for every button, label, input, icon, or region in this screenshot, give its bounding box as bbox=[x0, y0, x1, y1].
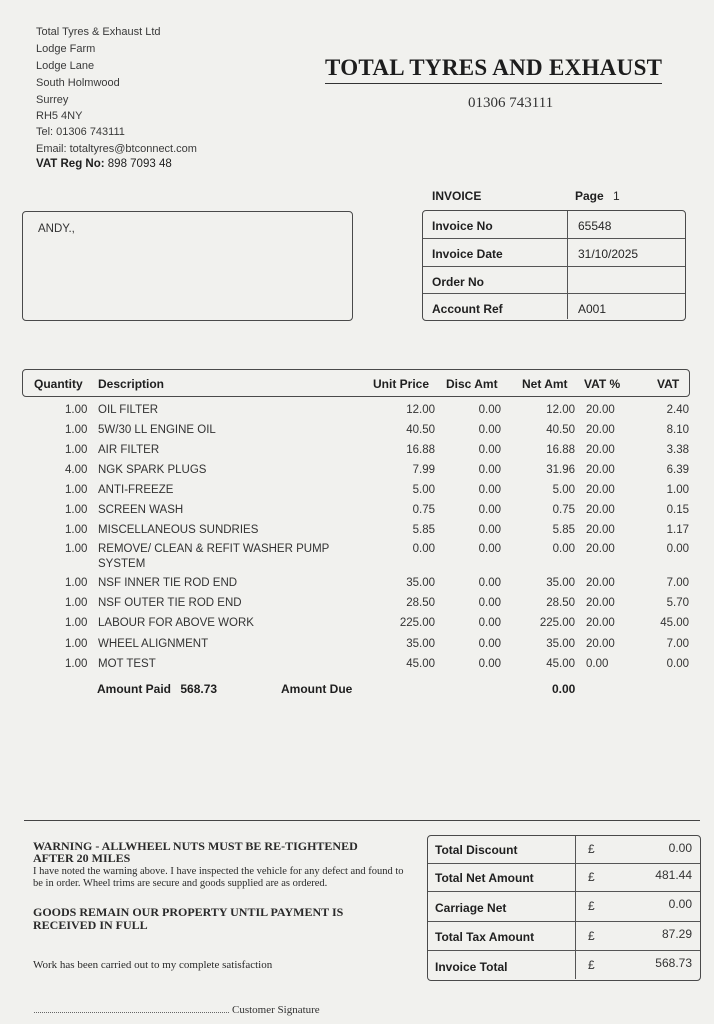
cell-desc: NSF OUTER TIE ROD END bbox=[98, 597, 242, 609]
cell-vatp: 20.00 bbox=[586, 524, 615, 536]
cell-net: 35.00 bbox=[546, 638, 575, 650]
cell-vatp: 20.00 bbox=[586, 597, 615, 609]
cell-net: 31.96 bbox=[546, 464, 575, 476]
cell-qty: 1.00 bbox=[65, 504, 88, 516]
cell-desc: NGK SPARK PLUGS bbox=[98, 464, 207, 476]
details-divider bbox=[567, 211, 568, 319]
sender-email: Email: totaltyres@btconnect.com bbox=[36, 143, 197, 155]
cell-vatp: 0.00 bbox=[586, 658, 609, 670]
total-net-value: 481.44 bbox=[655, 868, 692, 882]
cell-vatp: 20.00 bbox=[586, 543, 615, 555]
sender-line: Total Tyres & Exhaust Ltd bbox=[36, 26, 161, 38]
cell-disc: 0.00 bbox=[478, 424, 501, 436]
account-ref-value: A001 bbox=[578, 302, 607, 316]
cell-net: 35.00 bbox=[546, 577, 575, 589]
cell-unit: 5.00 bbox=[412, 484, 435, 496]
cell-unit: 35.00 bbox=[406, 638, 435, 650]
cell-disc: 0.00 bbox=[478, 577, 501, 589]
col-vat: VAT bbox=[657, 377, 680, 391]
cell-unit: 12.00 bbox=[406, 404, 435, 416]
cell-qty: 1.00 bbox=[65, 404, 88, 416]
total-tax-label: Total Tax Amount bbox=[435, 930, 535, 944]
cell-vat: 0.00 bbox=[666, 543, 689, 555]
signature-line[interactable] bbox=[34, 1012, 229, 1013]
cell-disc: 0.00 bbox=[478, 597, 501, 609]
wheel-nut-warning: WARNING - ALLWHEEL NUTS MUST BE RE-TIGHTENED AFTER 20 MILES bbox=[33, 839, 358, 865]
carriage-net-value: 0.00 bbox=[668, 897, 692, 911]
cell-vat: 0.15 bbox=[666, 504, 689, 516]
cell-vat: 3.38 bbox=[666, 444, 689, 456]
invoice-date-label: Invoice Date bbox=[432, 247, 503, 261]
col-unit-price: Unit Price bbox=[373, 377, 430, 391]
cell-desc: AIR FILTER bbox=[98, 444, 160, 456]
currency-symbol: £ bbox=[588, 958, 595, 972]
cell-net: 16.88 bbox=[546, 444, 575, 456]
total-net-label: Total Net Amount bbox=[435, 871, 534, 885]
cell-vat: 6.39 bbox=[666, 464, 689, 476]
vat-reg bbox=[36, 158, 172, 170]
currency-symbol: £ bbox=[588, 899, 595, 913]
cell-qty: 1.00 bbox=[65, 444, 88, 456]
cell-net: 28.50 bbox=[546, 597, 575, 609]
cell-vatp: 20.00 bbox=[586, 504, 615, 516]
signature-label: Customer Signature bbox=[232, 1004, 320, 1016]
cell-vat: 1.00 bbox=[666, 484, 689, 496]
cell-vatp: 20.00 bbox=[586, 424, 615, 436]
company-phone: 01306 743111 bbox=[468, 95, 554, 111]
cell-unit: 225.00 bbox=[399, 617, 435, 629]
account-ref-label: Account Ref bbox=[432, 302, 503, 316]
sender-line: South Holmwood bbox=[36, 77, 120, 89]
cell-desc: SCREEN WASH bbox=[98, 504, 184, 516]
page-label: Page bbox=[575, 189, 604, 203]
cell-disc: 0.00 bbox=[478, 543, 501, 555]
amount-paid-label: Amount Paid bbox=[97, 682, 171, 696]
page-value: 1 bbox=[613, 189, 620, 203]
cell-vat: 8.10 bbox=[666, 424, 689, 436]
cell-qty: 1.00 bbox=[65, 577, 88, 589]
col-description: Description bbox=[98, 377, 165, 391]
cell-net: 0.00 bbox=[552, 543, 575, 555]
sender-line: Lodge Farm bbox=[36, 43, 96, 55]
cell-disc: 0.00 bbox=[478, 638, 501, 650]
cell-vat: 5.70 bbox=[666, 597, 689, 609]
cell-vat: 1.17 bbox=[666, 524, 689, 536]
cell-qty: 1.00 bbox=[65, 424, 88, 436]
cell-vatp: 20.00 bbox=[586, 444, 615, 456]
col-net-amt: Net Amt bbox=[522, 377, 568, 391]
cell-net: 0.75 bbox=[552, 504, 575, 516]
cell-vat: 7.00 bbox=[666, 638, 689, 650]
cell-desc: ANTI-FREEZE bbox=[98, 484, 174, 496]
footer-divider bbox=[24, 820, 700, 821]
invoice-total-label: Invoice Total bbox=[435, 960, 508, 974]
cell-qty: 1.00 bbox=[65, 638, 88, 650]
cell-desc: MISCELLANEOUS SUNDRIES bbox=[98, 524, 259, 536]
cell-vatp: 20.00 bbox=[586, 638, 615, 650]
cell-net: 40.50 bbox=[546, 424, 575, 436]
col-vat-pct: VAT % bbox=[584, 377, 621, 391]
cell-unit: 0.00 bbox=[412, 543, 435, 555]
cell-qty: 1.00 bbox=[65, 597, 88, 609]
cell-desc: OIL FILTER bbox=[98, 404, 159, 416]
cell-unit: 35.00 bbox=[406, 577, 435, 589]
cell-vatp: 20.00 bbox=[586, 464, 615, 476]
amount-paid bbox=[97, 682, 217, 696]
cell-desc: NSF INNER TIE ROD END bbox=[98, 577, 238, 589]
totals-row-divider bbox=[428, 863, 700, 864]
cell-disc: 0.00 bbox=[478, 484, 501, 496]
invoice-date-value: 31/10/2025 bbox=[578, 247, 639, 261]
sender-line: RH5 4NY bbox=[36, 110, 83, 122]
cell-qty: 1.00 bbox=[65, 543, 88, 555]
cell-disc: 0.00 bbox=[478, 524, 501, 536]
currency-symbol: £ bbox=[588, 870, 595, 884]
cell-unit: 7.99 bbox=[412, 464, 435, 476]
cell-vatp: 20.00 bbox=[586, 577, 615, 589]
cell-unit: 0.75 bbox=[412, 504, 435, 516]
cell-net: 45.00 bbox=[546, 658, 575, 670]
invoice-no-value: 65548 bbox=[578, 219, 612, 233]
cell-net: 5.00 bbox=[552, 484, 575, 496]
cell-qty: 1.00 bbox=[65, 484, 88, 496]
total-tax-value: 87.29 bbox=[661, 927, 692, 941]
cell-net: 12.00 bbox=[546, 404, 575, 416]
cell-vatp: 20.00 bbox=[586, 617, 615, 629]
inspection-notice: I have noted the warning above. I have inspected the vehicle for any defect and found to be in order. Wheel trims are secure and goods supplied are as ordered. bbox=[33, 866, 404, 889]
cell-desc: REMOVE/ CLEAN & REFIT WASHER PUMP bbox=[98, 543, 330, 555]
details-row-divider bbox=[423, 238, 685, 239]
cell-disc: 0.00 bbox=[478, 464, 501, 476]
cell-vat: 0.00 bbox=[666, 658, 689, 670]
vat-reg-label: VAT Reg No: bbox=[36, 158, 105, 170]
customer-name: ANDY., bbox=[38, 223, 75, 235]
cell-vat: 2.40 bbox=[666, 404, 689, 416]
cell-net: 5.85 bbox=[552, 524, 575, 536]
invoice-no-label: Invoice No bbox=[432, 219, 493, 233]
cell-disc: 0.00 bbox=[478, 658, 501, 670]
cell-unit: 5.85 bbox=[412, 524, 435, 536]
cell-disc: 0.00 bbox=[478, 617, 501, 629]
currency-symbol: £ bbox=[588, 929, 595, 943]
cell-vat: 45.00 bbox=[660, 617, 689, 629]
cell-vatp: 20.00 bbox=[586, 484, 615, 496]
sender-line: Surrey bbox=[36, 94, 69, 106]
amount-due-label: Amount Due bbox=[281, 682, 353, 696]
totals-row-divider bbox=[428, 891, 700, 892]
goods-property-notice: GOODS REMAIN OUR PROPERTY UNTIL PAYMENT IS RECEIVED IN FULL bbox=[33, 905, 344, 932]
col-quantity: Quantity bbox=[34, 377, 83, 391]
cell-disc: 0.00 bbox=[478, 504, 501, 516]
totals-row-divider bbox=[428, 921, 700, 922]
currency-symbol: £ bbox=[588, 842, 595, 856]
order-no-label: Order No bbox=[432, 275, 485, 289]
amount-paid-value: 568.73 bbox=[180, 682, 218, 696]
company-name: TOTAL TYRES AND EXHAUST bbox=[325, 55, 662, 84]
cell-unit: 28.50 bbox=[406, 597, 435, 609]
cell-unit: 45.00 bbox=[406, 658, 435, 670]
cell-unit: 40.50 bbox=[406, 424, 435, 436]
cell-qty: 4.00 bbox=[65, 464, 88, 476]
invoice-title: INVOICE bbox=[432, 189, 482, 203]
cell-qty: 1.00 bbox=[65, 658, 88, 670]
cell-qty: 1.00 bbox=[65, 524, 88, 536]
cell-desc-continued: SYSTEM bbox=[98, 558, 146, 570]
invoice-total-value: 568.73 bbox=[655, 956, 692, 970]
totals-row-divider bbox=[428, 950, 700, 951]
cell-desc: LABOUR FOR ABOVE WORK bbox=[98, 617, 254, 629]
vat-reg-value: 898 7093 48 bbox=[107, 158, 172, 170]
total-discount-label: Total Discount bbox=[435, 843, 518, 857]
cell-vat: 7.00 bbox=[666, 577, 689, 589]
details-row-divider bbox=[423, 293, 685, 294]
cell-net: 225.00 bbox=[539, 617, 575, 629]
cell-disc: 0.00 bbox=[478, 404, 501, 416]
amount-due-value: 0.00 bbox=[552, 682, 576, 696]
sender-phone: Tel: 01306 743111 bbox=[36, 126, 125, 138]
sender-line: Lodge Lane bbox=[36, 60, 95, 72]
cell-unit: 16.88 bbox=[406, 444, 435, 456]
details-row-divider bbox=[423, 266, 685, 267]
cell-desc: MOT TEST bbox=[98, 658, 156, 670]
cell-disc: 0.00 bbox=[478, 444, 501, 456]
totals-divider bbox=[575, 836, 576, 979]
cell-vatp: 20.00 bbox=[586, 404, 615, 416]
total-discount-value: 0.00 bbox=[668, 841, 692, 855]
cell-qty: 1.00 bbox=[65, 617, 88, 629]
page-indicator bbox=[575, 189, 620, 203]
cell-desc: WHEEL ALIGNMENT bbox=[98, 638, 209, 650]
cell-desc: 5W/30 LL ENGINE OIL bbox=[98, 424, 216, 436]
col-disc-amt: Disc Amt bbox=[446, 377, 498, 391]
satisfaction-statement: Work has been carried out to my complete satisfaction bbox=[33, 959, 273, 971]
carriage-net-label: Carriage Net bbox=[435, 901, 507, 915]
